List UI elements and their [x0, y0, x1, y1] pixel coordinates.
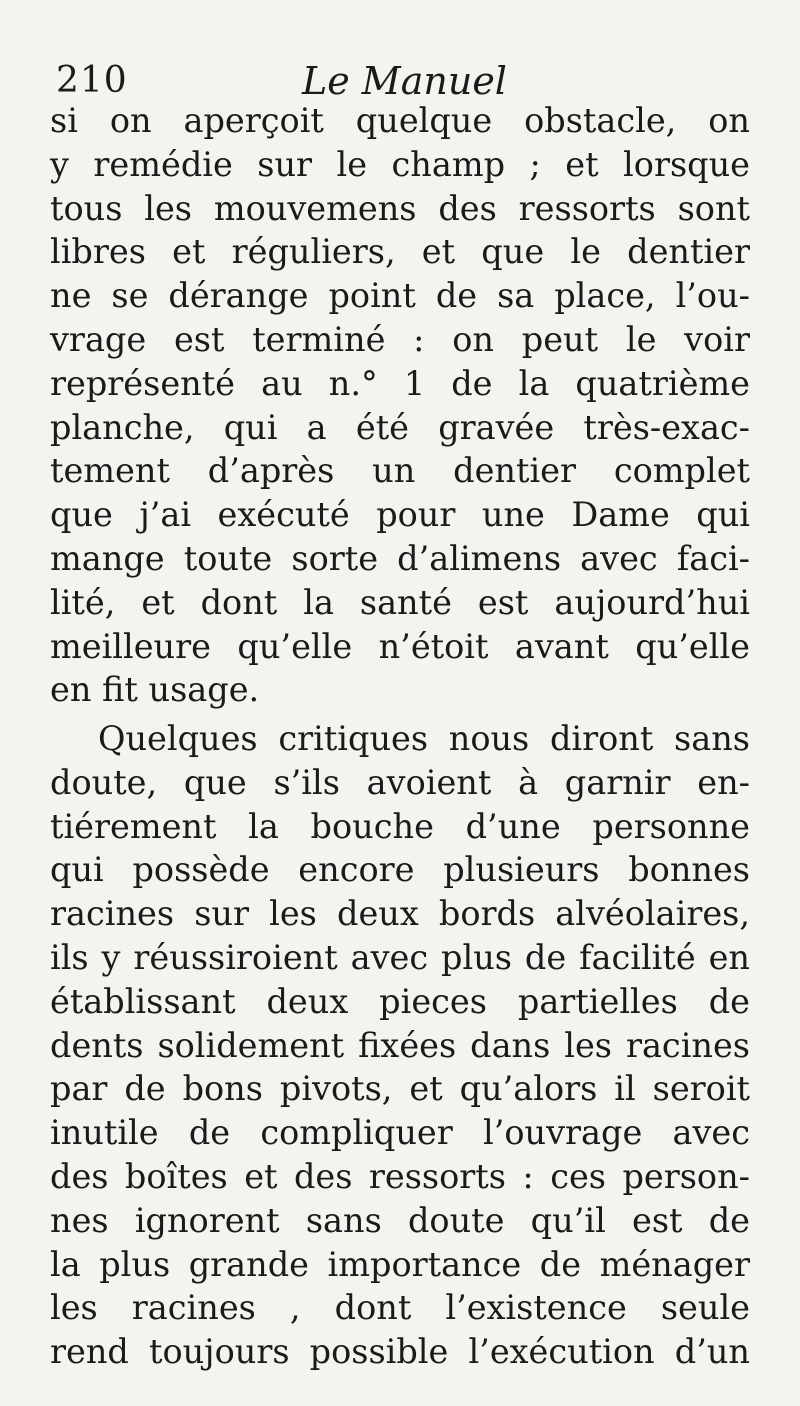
text-line: planche, qui a été gravée très-exac-	[50, 407, 750, 447]
text-line: qui possède encore plusieurs bonnes	[50, 850, 750, 890]
text-line: rend toujours possible l’exécution d’un	[50, 1332, 750, 1372]
paragraph-2	[50, 717, 750, 1374]
paragraph-1	[50, 99, 750, 712]
text-line: libres et réguliers, et que le dentier	[50, 232, 750, 272]
text-line: y remédie sur le champ ; et lorsque	[50, 144, 750, 184]
text-line: si on aperçoit quelque obstacle, on	[50, 101, 750, 140]
text-line: racines sur les deux bords alvéolaires,	[50, 894, 750, 934]
text-line: tiérement la bouche d’une personne	[50, 806, 750, 846]
text-line: des boîtes et des ressorts : ces person-	[50, 1156, 750, 1196]
text-line: ne se dérange point de sa place, l’ou-	[50, 276, 750, 316]
text-line: mange toute sorte d’alimens avec faci-	[50, 538, 750, 578]
text-line: que j’ai exécuté pour une Dame qui	[50, 495, 750, 535]
text-line: la plus grande importance de ménager	[50, 1244, 750, 1284]
text-line: Quelques critiques nous diront sans	[98, 719, 750, 758]
text-line: vrage est terminé : on peut le voir	[50, 319, 750, 359]
text-line: dents solidement fixées dans les racines	[50, 1025, 750, 1065]
text-line: par de bons pivots, et qu’alors il seroit	[50, 1069, 750, 1109]
text-line: lité, et dont la santé est aujourd’hui	[50, 582, 750, 622]
page-header	[50, 58, 510, 104]
page-number: 210	[56, 60, 128, 101]
text-line: nes ignorent sans doute qu’il est de	[50, 1200, 750, 1240]
text-line: doute, que s’ils avoient à garnir en-	[50, 762, 750, 802]
text-line: ils y réussiroient avec plus de facilité en	[50, 937, 750, 977]
text-line: représenté au n.° 1 de la quatrième	[50, 363, 750, 403]
text-line: tement d’après un dentier complet	[50, 451, 750, 491]
text-line: meilleure qu’elle n’étoit avant qu’elle	[50, 626, 750, 666]
text-line: établissant deux pieces partielles de	[50, 981, 750, 1021]
text-line: tous les mouvemens des ressorts sont	[50, 188, 750, 228]
text-line: inutile de compliquer l’ouvrage avec	[50, 1113, 750, 1153]
text-line: en fit usage.	[50, 670, 260, 710]
text-line: les racines , dont l’existence seule	[50, 1288, 750, 1328]
running-title: Le Manuel	[302, 59, 507, 103]
